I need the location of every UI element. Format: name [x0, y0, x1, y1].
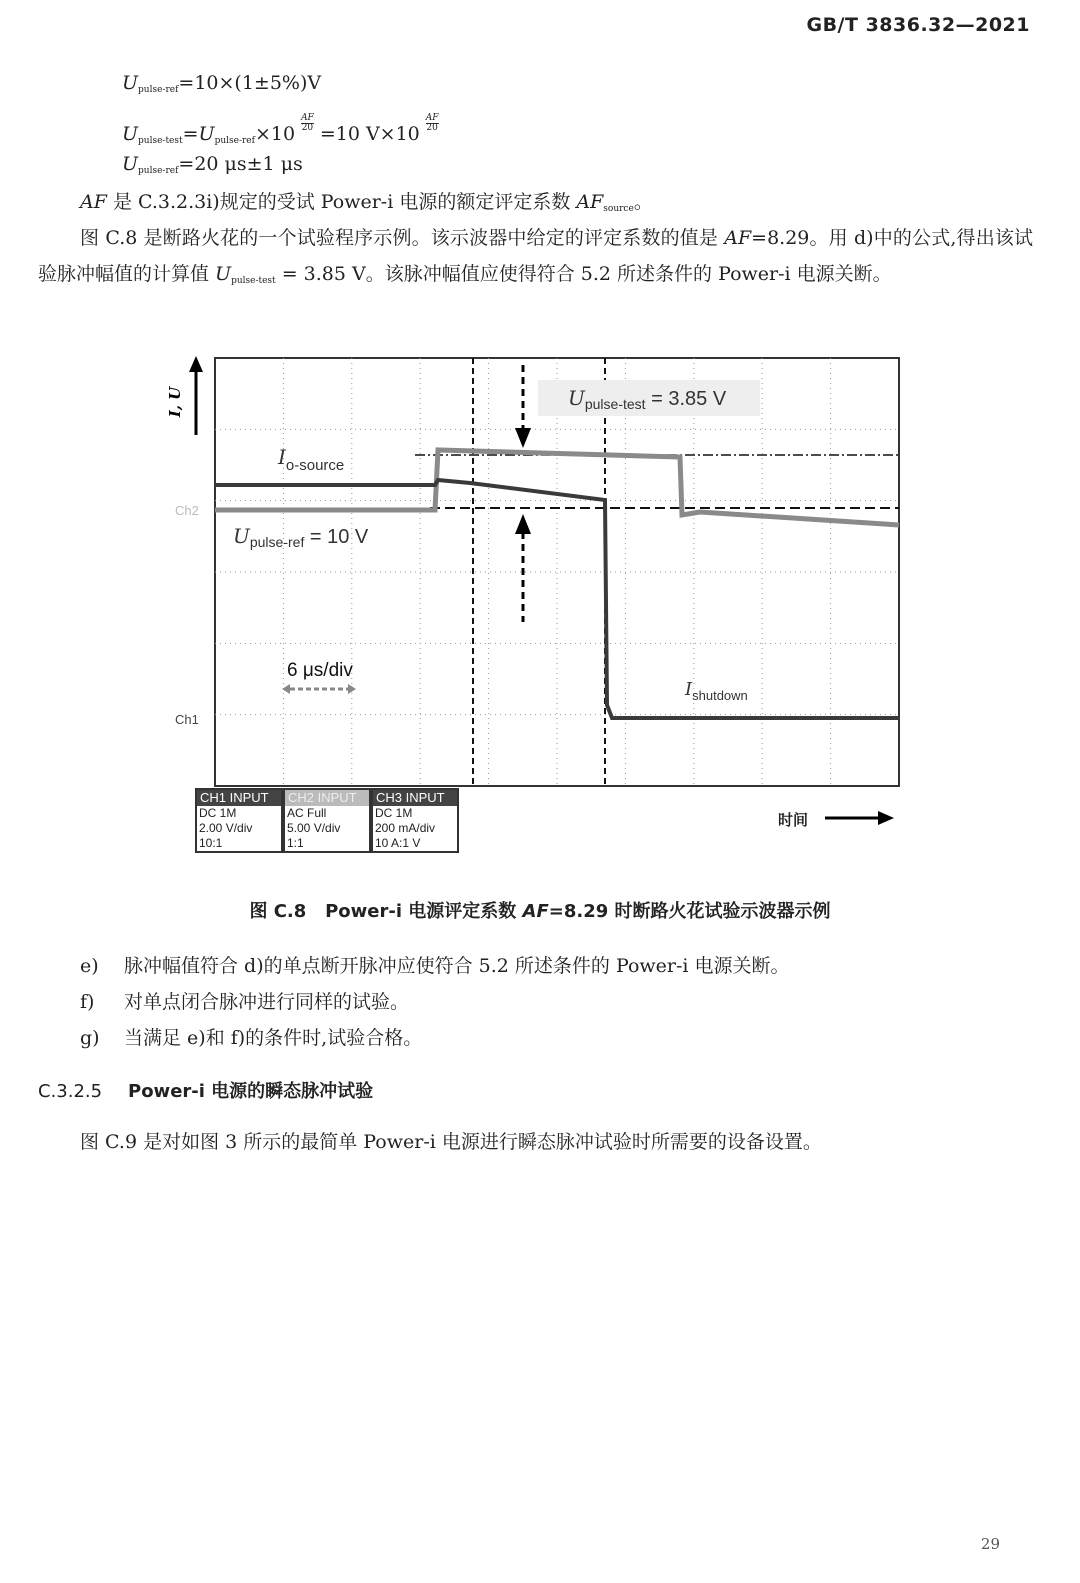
ch1-ground-marker: Ch1	[175, 712, 199, 727]
standard-code: GB/T 3836.32—2021	[806, 14, 1030, 36]
u-test-label: $U_{pulse-test} = 3.85$ V	[568, 386, 727, 412]
channel-box-ch3: CH3 INPUT DC 1M 200 mA/div 10 A:1 V	[371, 788, 459, 853]
ishutdown-label: $I_{shutdown}$	[685, 679, 748, 703]
y-axis-label: I, U	[166, 386, 184, 418]
time-axis-label: 时间	[778, 811, 809, 829]
channel-box-ch1: CH1 INPUT DC 1M 2.00 V/div 10:1	[195, 788, 283, 853]
list-item: f) 对单点闭合脉冲进行同样的试验。	[80, 991, 410, 1013]
oscilloscope-figure	[160, 340, 920, 870]
figure-caption: 图 C.8 Power-i 电源评定系数 AF=8.29 时断路火花试验示波器示例	[249, 901, 831, 922]
paragraph-c9: 图 C.9 是对如图 3 所示的最简单 Power-i 电源进行瞬态脉冲试验时所需要的设备设置。	[80, 1131, 822, 1153]
section-heading: C.3.2.5 Power-i 电源的瞬态脉冲试验	[38, 1081, 374, 1102]
page-number: 29	[980, 1535, 1000, 1553]
equation-2: $U_{pulse-test}=U_{pulse-ref}\times 10$ $^{\frac{AF}{20}}$ =10 V×10 $^{\frac{AF}{20}}$	[122, 113, 439, 146]
channel-box-ch2: CH2 INPUT AC Full 5.00 V/div 1:1	[283, 788, 371, 853]
paragraph-af: AF 是 C.3.2.3i)规定的受试 Power-i 电源的额定评定系数 $AF_{source}$。	[80, 191, 653, 214]
y-axis-arrow-head	[189, 356, 203, 372]
u-ref-label: $U_{pulse-ref} = 10$ V	[233, 524, 369, 550]
list-item: g) 当满足 e)和 f)的条件时,试验合格。	[80, 1027, 423, 1049]
ch2-ground-marker: Ch2	[175, 503, 199, 518]
paragraph-figure-description: 图 C.8 是断路火花的一个试验程序示例。该示波器中给定的评定系数的值是 AF=8.29。用 d)中的公式,得出该试验脉冲幅值的计算值 $U_{pulse-test} = 3.85$ V。该脉冲幅值应使得符合 5.2 所述条件的 Power-i 电源关断。	[38, 227, 1033, 286]
equation-1: $U_{pulse-ref}=10\times(1\pm 5\%)V$	[122, 72, 322, 95]
screen-frame	[215, 358, 899, 786]
io-source-label: $I_{o-source}$	[278, 445, 345, 474]
timebase-label: 6 μs/div	[287, 660, 353, 681]
equation-3: $U_{pulse-ref}=20$ μs±1 μs	[122, 153, 303, 176]
list-item: e) 脉冲幅值符合 d)的单点断开脉冲应使符合 5.2 所述条件的 Power-i 电源关断。	[80, 955, 790, 977]
time-axis-arrow-head	[878, 811, 894, 825]
